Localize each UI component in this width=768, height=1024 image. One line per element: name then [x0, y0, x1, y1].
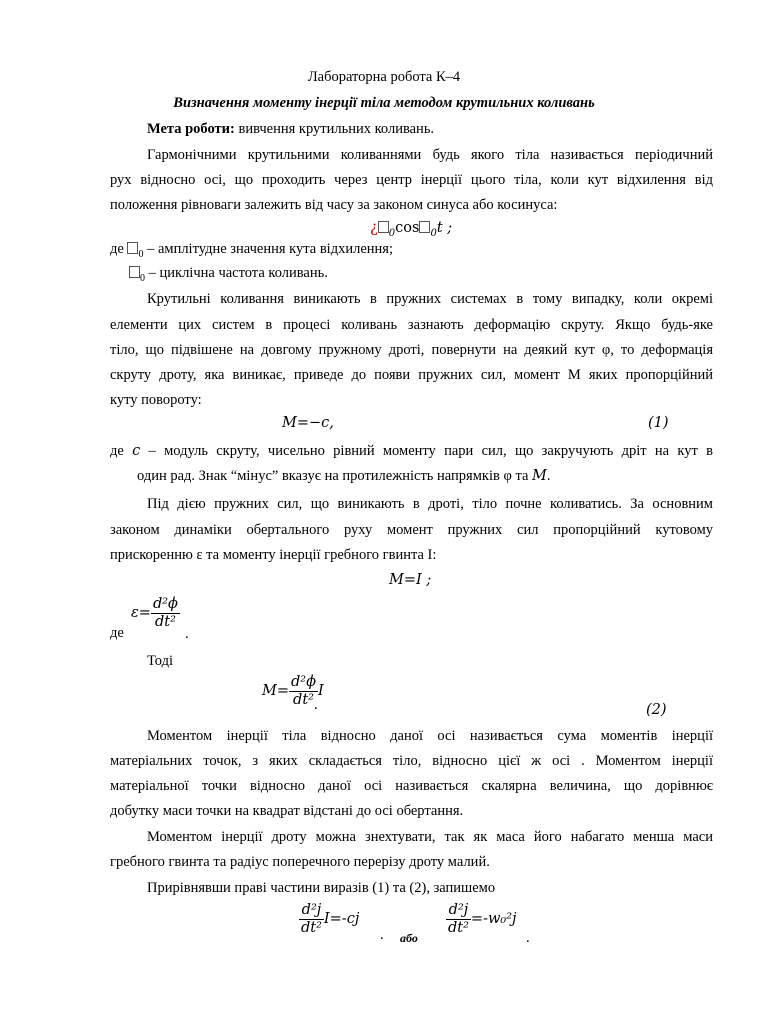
- equation-final-2-dot: .: [526, 930, 530, 946]
- equation-final-1-dot: .: [380, 927, 384, 943]
- equation-1-number: (1): [648, 415, 669, 431]
- missing-glyph-icon: [129, 266, 140, 278]
- p2-line4: скруту дроту, яка виникає, приведе до появи пружних сил, момент М яких пропорційний: [110, 367, 713, 383]
- equation-1: M=−c,: [282, 415, 334, 431]
- equation-m-i: M=I ;: [389, 572, 432, 588]
- p1-line3: положення рівноваги залежить від часу за законом синуса або косинуса:: [110, 197, 558, 213]
- todi-word: Тоді: [147, 653, 174, 669]
- eps-de: де: [110, 625, 124, 641]
- p2-line1: Крутильні коливання виникають в пружних системах в тому випадку, коли окремі: [147, 291, 713, 307]
- lab-title: Лабораторна робота К–4: [307, 69, 461, 85]
- p4-line1: Під дією пружних сил, що виникають в дроті, тіло почне коливатись. За основним: [147, 496, 713, 512]
- formula-oscillation-law: ¿ $_0$cos $_0$t ;: [370, 220, 453, 239]
- equation-final-1: $\frac{\text{d²j}}{\text{dt²}}$ I=-cj: [301, 902, 360, 937]
- equation-2-dot: .: [314, 697, 318, 713]
- equation-epsilon: ε= $\frac{\text{d²ϕ}}{\text{dt²}}$: [131, 596, 178, 631]
- equation-2: M= $\frac{\text{d²ϕ}}{\text{dt²}}$ I: [262, 674, 324, 709]
- goal-label: Мета роботи:: [147, 121, 235, 137]
- p2-line3: тіло, що підвішене на довгому пружному дроті, повернути на деякий кут φ, то деформація: [110, 342, 713, 358]
- def-amplitude: де $_0$ – амплітудне значення кута відхилення;: [110, 241, 393, 260]
- p5-line1: Моментом інерції тіла відносно даної осі називається сума моментів інерції: [147, 728, 713, 744]
- goal-line: [147, 121, 434, 138]
- word-abo: або: [400, 931, 418, 945]
- p3-line2: один рад. Знак “мінус” вказує на протилежність напрямків φ та M.: [137, 468, 551, 484]
- p2-line2: елементи цих систем в процесі коливань зазнають деформацію скруту. Якщо будь-яке: [110, 317, 713, 333]
- p7-line1: Прирівнявши праві частини виразів (1) та (2), запишемо: [147, 880, 496, 896]
- p5-line3: матеріальної точки відносно даної осі називається скалярна величина, що дорівнює: [110, 778, 713, 794]
- p6-line1: Моментом інерції дроту можна знехтувати, так як маса його набагато менша маси: [147, 829, 713, 845]
- missing-glyph-icon: [419, 221, 430, 233]
- p5-line4: добутку маси точки на квадрат відстані до осі обертання.: [110, 803, 464, 819]
- equation-2-number: (2): [646, 702, 667, 718]
- eps-dot: .: [185, 626, 189, 642]
- def-frequency: $_0$ – циклічна частота коливань.: [129, 265, 328, 285]
- equation-final-2: $\frac{\text{d²j}}{\text{dt²}}$ =-w₀²j: [448, 902, 517, 937]
- p5-line2: матеріальних точок, з яких складається тіло, відносно цієї ж осі . Моментом інерції: [110, 753, 713, 769]
- goal-text: вивчення крутильних коливань.: [234, 121, 435, 137]
- p6-line2: гребного гвинта та радіус поперечного перерізу дроту малий.: [110, 854, 490, 870]
- missing-glyph-icon: [378, 221, 389, 233]
- missing-glyph-icon: [127, 242, 138, 254]
- p1-line2: рух відносно осі, що проходить через центр інерції цього тіла, коли кут відхилення від: [110, 172, 713, 188]
- p4-line3: прискоренню ε та моменту інерції гребного гвинта І:: [110, 547, 437, 563]
- p1-line1: Гармонічними крутильними коливаннями будь якого тіла називається періодичний: [147, 147, 713, 163]
- p4-line2: законом динаміки обертального руху момент пружних сил пропорційний кутовому: [110, 522, 713, 538]
- p2-line5: куту повороту:: [110, 392, 202, 408]
- p3-line1: де c – модуль скруту, чисельно рівний моменту пари сил, що закручують дріт на кут в: [110, 443, 713, 459]
- document-title: Визначення моменту інерції тіла методом крутильних коливань: [173, 95, 595, 111]
